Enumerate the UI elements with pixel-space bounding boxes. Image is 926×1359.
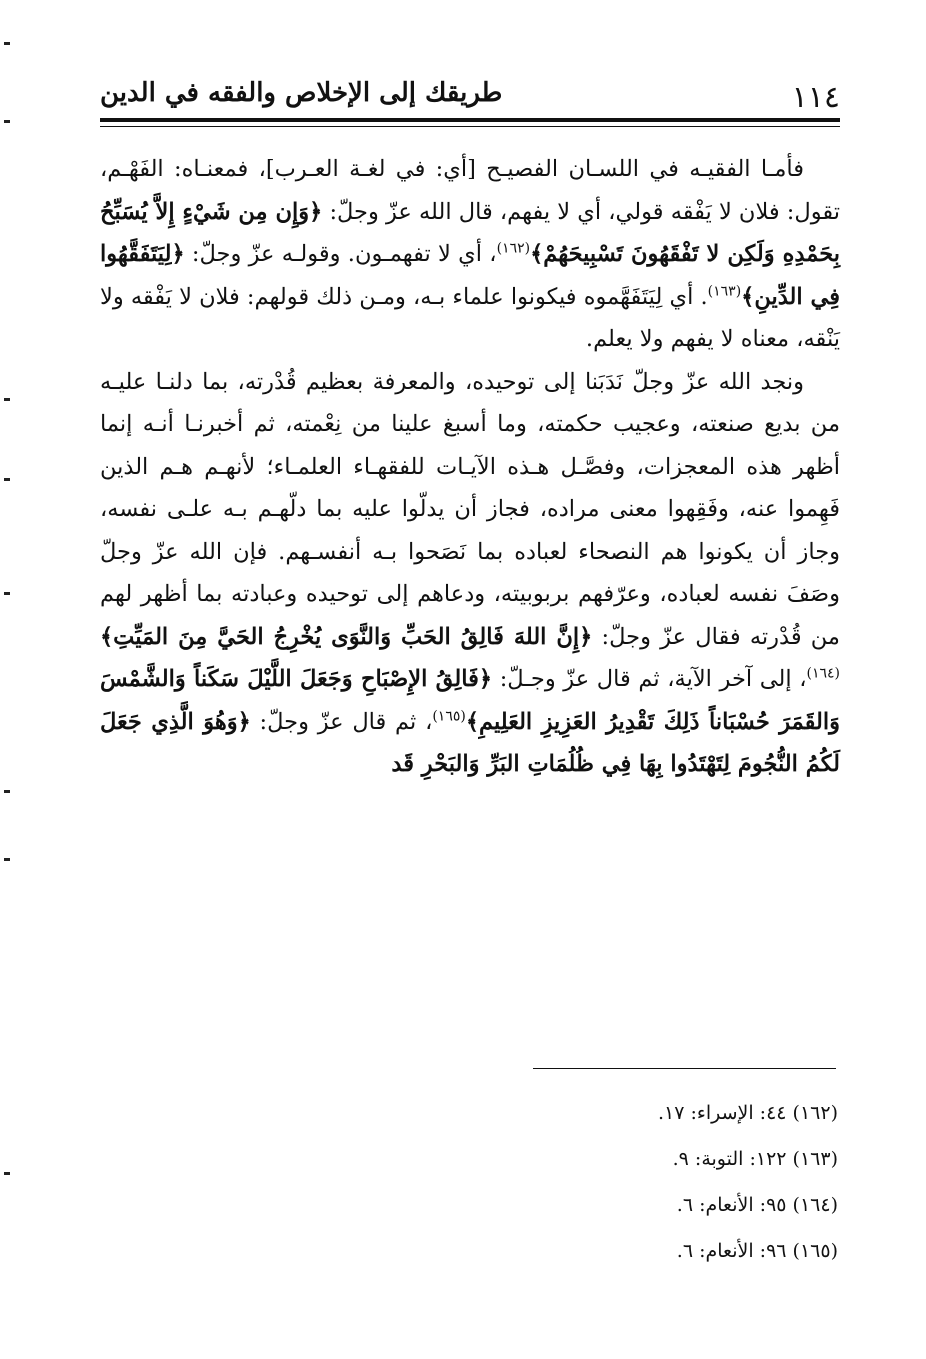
footnote: (١٦٤) ٩٥: الأنعام: ٦. [676,1194,838,1216]
text-segment: ، إلى آخر الآية، ثم قال عزّ وجـلّ: [492,666,807,692]
header-rule-thick [100,118,840,122]
scan-margin-mark [4,398,10,401]
quran-verse: ﴿وَهُوَ الَّذِي جَعَلَ لَكُمُ النُّجُومَ لِتَهْتَدُوا بِهَا فِي ظُلُمَاتِ البَرِّ وَالبَحْرِ قَد [100,708,840,777]
scan-margin-mark [4,1172,10,1175]
text-segment: ، ثم قال عزّ وجلّ: [250,708,433,735]
scan-margin-mark [4,592,10,595]
paragraph-1 [100,148,840,361]
running-title: طريقك إلى الإخلاص والفقه في الدين [100,78,503,108]
footnote: (١٦٢) ٤٤: الإسراء: ١٧. [657,1102,838,1124]
footnote-ref: (١٦٢) [496,240,531,257]
scan-margin-mark [4,42,10,45]
quran-verse: ﴿وَإِن مِن شَيْءٍ إِلاَّ يُسَبِّحُ بِحَمْدِهِ وَلَكِن لا تَفْقَهُونَ تَسْبِيحَهُمْ﴾ [100,198,840,267]
quran-verse: ﴿إِنَّ اللهَ فَالِقُ الحَبِّ وَالنَّوَى يُخْرِجُ الحَيَّ مِنَ المَيِّتِ﴾ [100,623,593,650]
page-number: ١١٤ [791,80,840,115]
footnote-ref: (١٦٣) [707,283,742,299]
text-segment: فأمـا الفقيـه في اللسـان الفصيـح [أي: في لغـة العـرب]، فمعنـاه: الفَهْـم، تقول: فلان لا يَفْقه قولي، أي لا يفهم، قال الله عزّ وجلّ: [100,156,840,225]
text-segment: . أي لِيَتَفَهَّموه فيكونوا علماء بـه، ومـن ذلك قولهم: فلان لا يَفْقه ولا يَنْقه، معناه لا يفهم ولا يعلم. [100,283,840,352]
quran-verse: ﴿لِيَتَفَقَّهُوا فِي الدِّينِ﴾ [100,241,840,310]
footnote: (١٦٥) ٩٦: الأنعام: ٦. [676,1240,838,1262]
scan-margin-mark [4,120,10,123]
footnote: (١٦٣) ١٢٢: التوبة: ٩. [672,1148,838,1170]
page-header [100,70,840,114]
footnote-ref: (١٦٤) [806,665,841,682]
scan-margin-mark [4,858,10,861]
scan-margin-mark [4,790,10,793]
scan-margin-mark [4,478,10,481]
quran-verse: ﴿فَالِقُ الإِصْبَاحِ وَجَعَلَ اللَّيْلَ سَكَناً وَالشَّمْسَ وَالقَمَرَ حُسْبَاناً ذَلِكَ تَقْدِيرُ العَزِيزِ العَلِيمِ﴾ [100,666,840,735]
text-segment: ، أي لا تفهمـون. وقولـه عزّ وجلّ: [184,241,497,267]
footnotes [100,1090,838,1274]
footnote-ref: (١٦٥) [432,708,466,724]
header-rule-thin [100,126,840,127]
text-segment: ونجد الله عزّ وجلّ نَدَبَنا إلى توحيده، والمعرفة بعظيم قُدْرته، بما دلنـا عليـه من بديع صنعته، وعجيب حكمته، وما أسبغ علينا من نِعْمته، ثم أخبرنـا أنـه إنما أظهر هذه المعجزات، وفصَّـل هـذه الآيـات للفقهـاء العلمـاء؛ لأنهـم هـم الذين فَهِموا عنه، وفَقِهوا معنى مراده، فجاز أن يدلّوا عليه بما دلّهـم بـه علـى نفسه، وجاز أن يكونوا هم النصحاء لعباده بما نَصَحوا بـه أنفسـهم. فإن الله عزّ وجلّ وصَفَ نفسه لعباده، وعرّفهم بربوبيته، ودعاهم إلى توحيده وعبادته بما أظهر لهم من قُدْرته فقال عزّ وجلّ: [100,368,840,650]
body-text [100,148,840,786]
paragraph-2 [100,361,840,786]
footnote-separator [533,1068,836,1069]
